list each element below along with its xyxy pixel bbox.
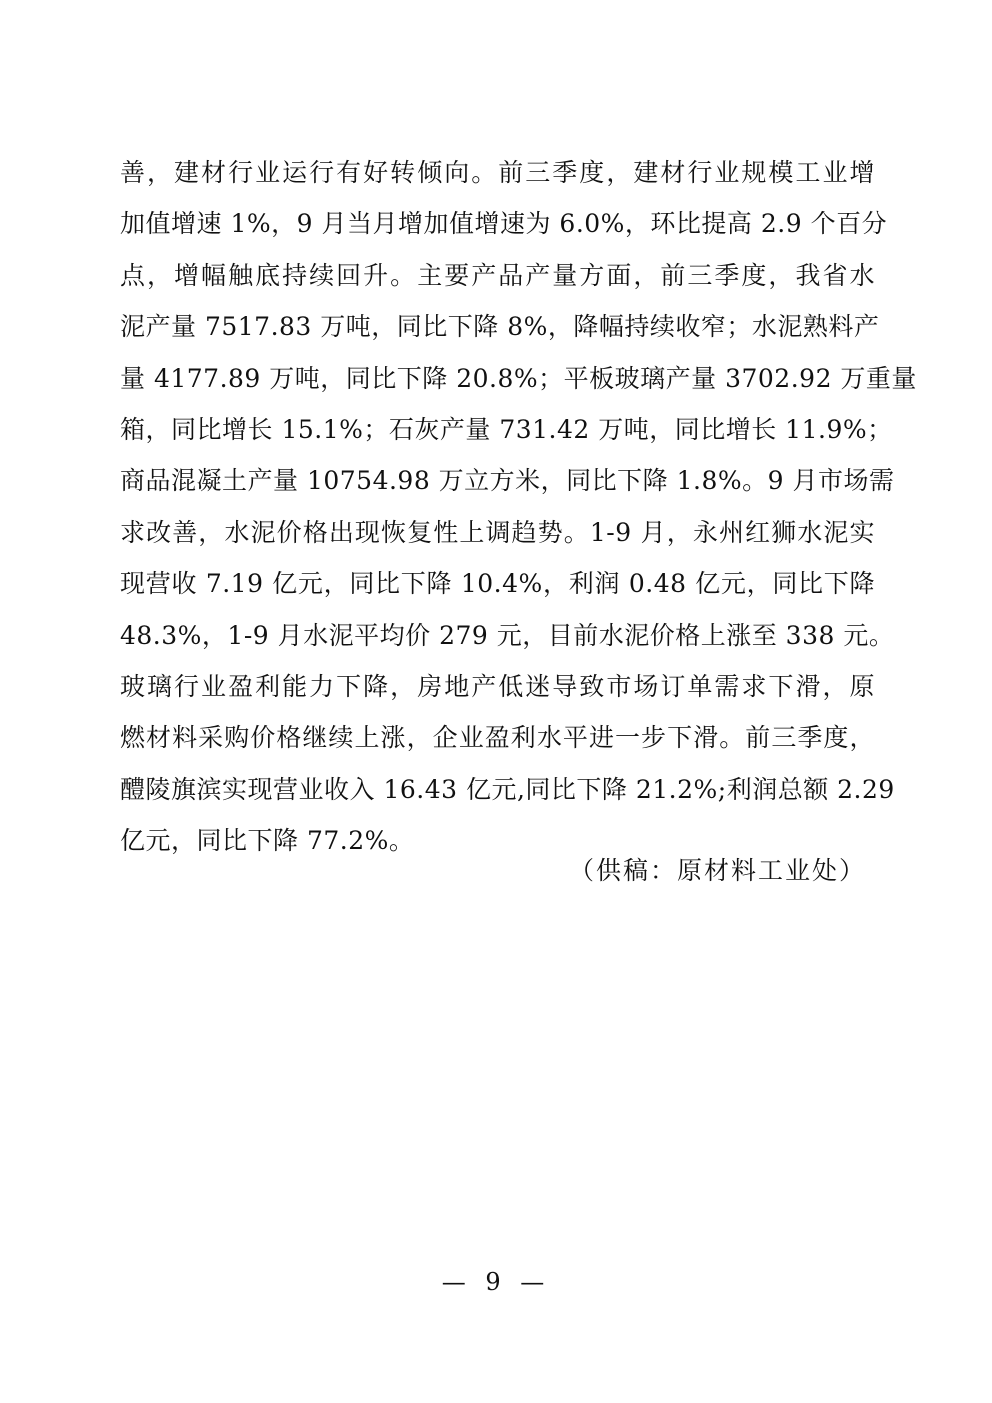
paragraph-line: 加值增速 1%，9 月当月增加值增速为 6.0%，环比提高 2.9 个百分 (120, 209, 888, 239)
paragraph-line: 燃材料采购价格继续上涨，企业盈利水平进一步下滑。前三季度， (120, 723, 875, 753)
paragraph-line: 求改善，水泥价格出现恢复性上调趋势。1-9 月，永州红狮水泥实 (120, 517, 875, 547)
paragraph-line: 现营收 7.19 亿元，同比下降 10.4%，利润 0.48 亿元，同比下降 (120, 569, 875, 599)
body-paragraph (120, 150, 917, 869)
paragraph-line: 善，建材行业运行有好转倾向。前三季度，建材行业规模工业增 (120, 158, 875, 187)
paragraph-line: 泥产量 7517.83 万吨，同比下降 8%，降幅持续收窄；水泥熟料产 (120, 312, 880, 342)
paragraph-line: 醴陵旗滨实现营业收入 16.43 亿元,同比下降 21.2%;利润总额 2.29 (120, 774, 895, 804)
page-number: — 9 — (441, 1268, 551, 1296)
paragraph-line: 48.3%，1-9 月水泥平均价 279 元，目前水泥价格上涨至 338 元。 (120, 620, 895, 650)
paragraph-line: 商品混凝土产量 10754.98 万立方米，同比下降 1.8%。9 月市场需 (120, 466, 895, 496)
paragraph-line: 玻璃行业盈利能力下降，房地产低迷导致市场订单需求下滑，原 (120, 671, 875, 701)
source-credit: （供稿：原材料工业处） (568, 856, 866, 885)
paragraph-line: 量 4177.89 万吨，同比下降 20.8%；平板玻璃产量 3702.92 万重量 (120, 363, 917, 393)
paragraph-line: 点，增幅触底持续回升。主要产品产量方面，前三季度，我省水 (120, 260, 875, 290)
paragraph-line: 亿元，同比下降 77.2%。 (120, 826, 415, 856)
paragraph-line: 箱，同比增长 15.1%；石灰产量 731.42 万吨，同比增长 11.9%； (120, 414, 893, 444)
